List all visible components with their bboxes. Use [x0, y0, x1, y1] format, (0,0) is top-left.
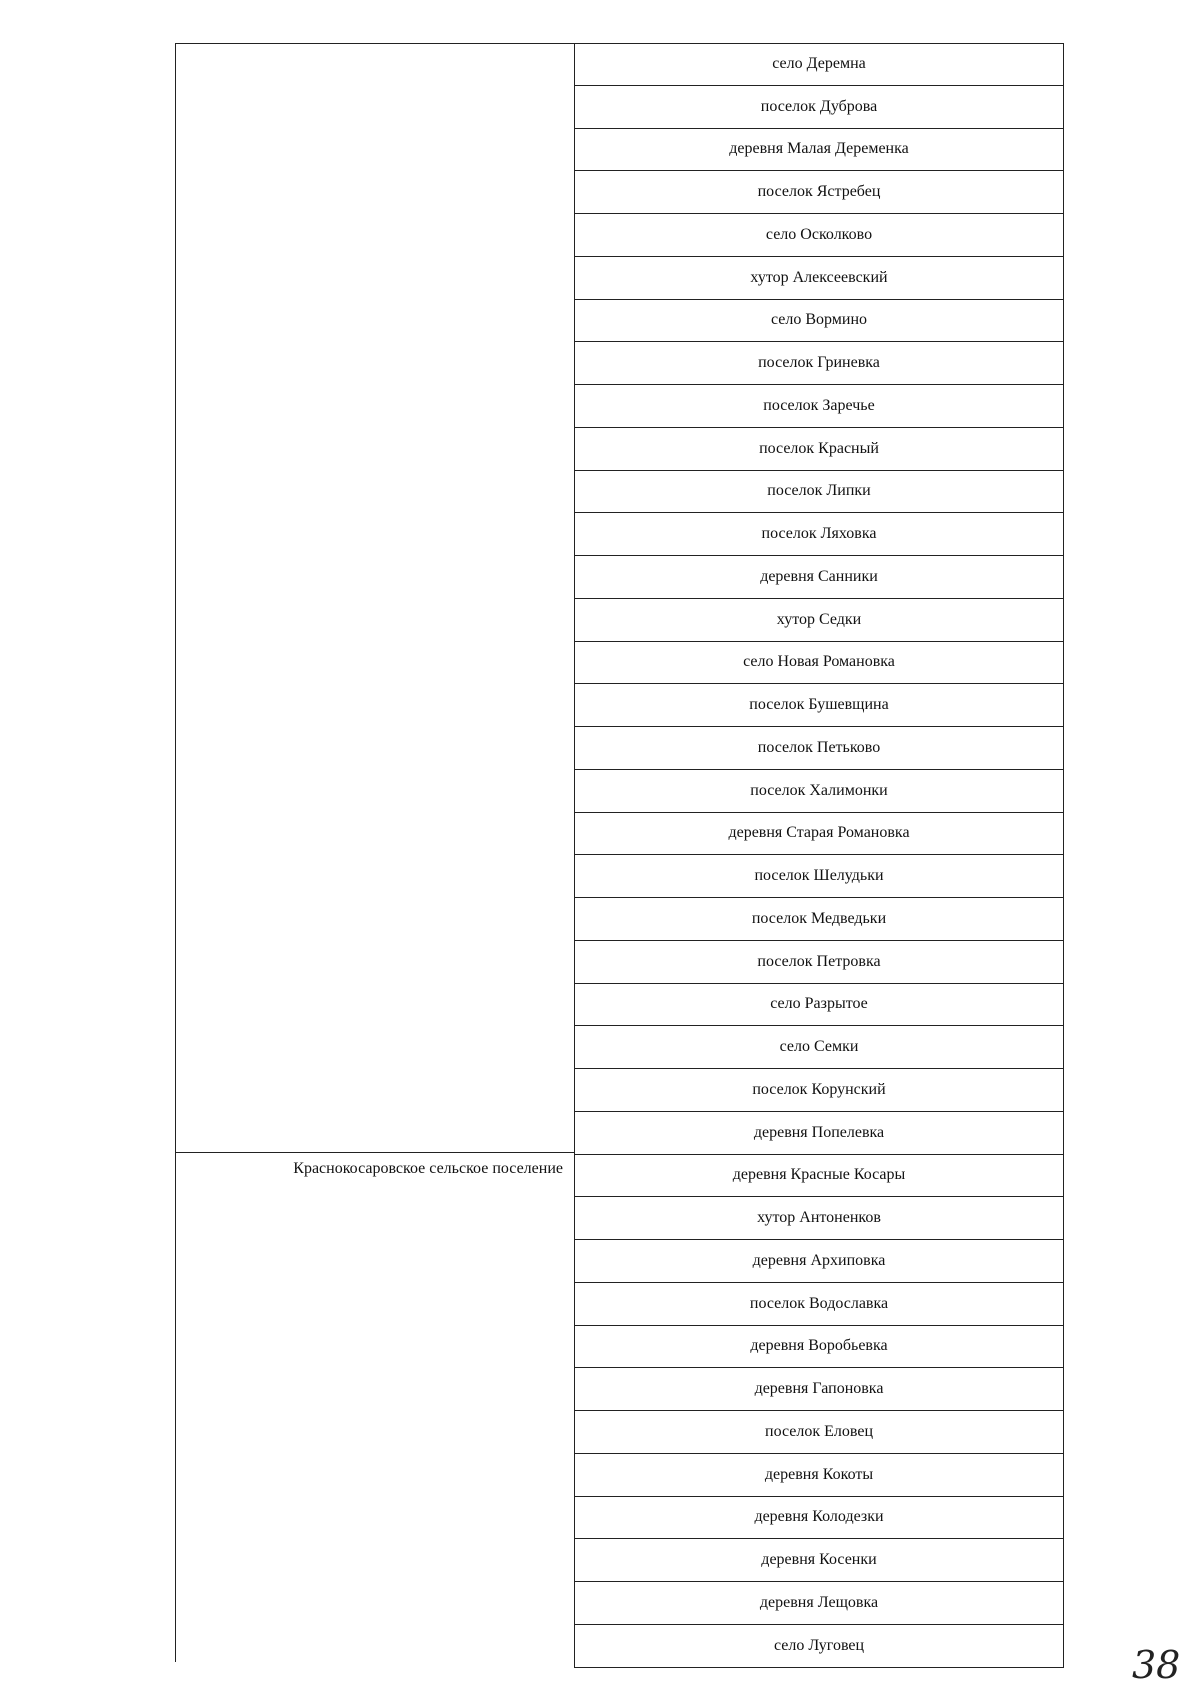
table-row: поселок Петьково: [574, 727, 1064, 770]
table-row: деревня Гапоновка: [574, 1368, 1064, 1411]
table-row: деревня Лещовка: [574, 1582, 1064, 1625]
table-row: поселок Липки: [574, 471, 1064, 514]
table-row: деревня Старая Романовка: [574, 813, 1064, 856]
table-row: поселок Ястребец: [574, 171, 1064, 214]
settlements-column: [574, 43, 1064, 1668]
table-row: поселок Красный: [574, 428, 1064, 471]
table-row: хутор Седки: [574, 599, 1064, 642]
table-row: село Разрытое: [574, 984, 1064, 1027]
table-row: поселок Гриневка: [574, 342, 1064, 385]
table-row: село Луговец: [574, 1625, 1064, 1668]
table-row: хутор Алексеевский: [574, 257, 1064, 300]
table-row: деревня Красные Косары: [574, 1155, 1064, 1198]
group-divider: [175, 1152, 574, 1153]
table-row: деревня Кокоты: [574, 1454, 1064, 1497]
table-row: поселок Корунский: [574, 1069, 1064, 1112]
table-row: поселок Бушевщина: [574, 684, 1064, 727]
table-row: поселок Водославка: [574, 1283, 1064, 1326]
table-row: поселок Шелудьки: [574, 855, 1064, 898]
table-row: поселок Ляховка: [574, 513, 1064, 556]
settlement-group-label: Краснокосаровское сельское поселение: [293, 1160, 563, 1177]
table-row: село Новая Романовка: [574, 642, 1064, 685]
table-row: село Вормино: [574, 300, 1064, 343]
table-row: село Деремна: [574, 43, 1064, 86]
table-row: хутор Антоненков: [574, 1197, 1064, 1240]
table-row: поселок Петровка: [574, 941, 1064, 984]
table-row: поселок Медведьки: [574, 898, 1064, 941]
table-row: поселок Заречье: [574, 385, 1064, 428]
table-row: деревня Колодезки: [574, 1497, 1064, 1540]
table-row: деревня Косенки: [574, 1539, 1064, 1582]
table-top-border: [175, 43, 574, 44]
table-row: деревня Санники: [574, 556, 1064, 599]
table-row: село Осколково: [574, 214, 1064, 257]
page-number: 38: [1132, 1643, 1181, 1687]
table-row: деревня Архиповка: [574, 1240, 1064, 1283]
table-row: село Семки: [574, 1026, 1064, 1069]
table-row: деревня Малая Деременка: [574, 129, 1064, 172]
table-row: деревня Попелевка: [574, 1112, 1064, 1155]
table-left-border: [175, 43, 176, 1662]
table-row: поселок Еловец: [574, 1411, 1064, 1454]
table-row: деревня Воробьевка: [574, 1326, 1064, 1369]
table-row: поселок Дуброва: [574, 86, 1064, 129]
table-row: поселок Халимонки: [574, 770, 1064, 813]
